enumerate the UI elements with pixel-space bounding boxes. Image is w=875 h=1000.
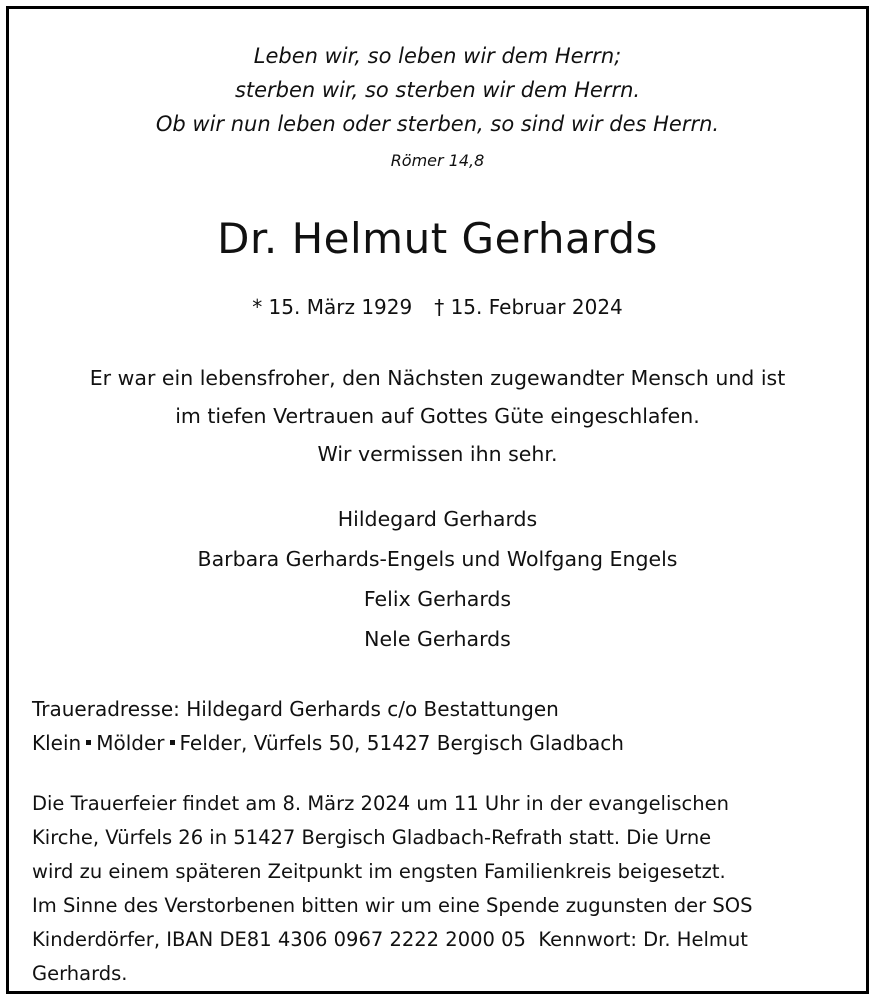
address-part: Mölder: [96, 731, 165, 755]
verse-line: Ob wir nun leben oder sterben, so sind wir des Herrn.: [155, 112, 720, 136]
separator-dot-icon: [170, 740, 175, 745]
mourner-name: Felix Gerhards: [363, 587, 512, 611]
mourner-name: Hildegard Gerhards: [337, 507, 538, 531]
birth-date: * 15. März 1929: [252, 295, 413, 319]
tribute-line: im tiefen Vertrauen auf Gottes Güte eingeschlafen.: [175, 404, 700, 428]
info-line: Die Trauerfeier findet am 8. März 2024 um 11 Uhr in der evangelischen: [32, 792, 729, 815]
funeral-info: [32, 787, 851, 991]
verse-line: sterben wir, so sterben wir dem Herrn.: [234, 78, 641, 102]
deceased-name: Dr. Helmut Gerhards: [217, 214, 658, 263]
info-line: wird zu einem späteren Zeitpunkt im engsten Familienkreis beigesetzt.: [32, 860, 726, 883]
info-line: Im Sinne des Verstorbenen bitten wir um eine Spende zugunsten der SOS: [32, 894, 753, 917]
obituary-notice: [6, 6, 869, 994]
verse-reference: Römer 14,8: [390, 151, 485, 170]
address-part: Felder, Vürfels 50, 51427 Bergisch Gladbach: [179, 731, 624, 755]
info-line: Kirche, Vürfels 26 in 51427 Bergisch Gladbach-Refrath statt. Die Urne: [32, 826, 712, 849]
mourners-list: [9, 499, 866, 659]
address-part: Klein: [32, 731, 82, 755]
mourner-name: Nele Gerhards: [364, 627, 511, 651]
mourner-name: Barbara Gerhards-Engels und Wolfgang Engels: [197, 547, 678, 571]
bible-verse: [9, 39, 866, 141]
address-line: Traueradresse: Hildegard Gerhards c/o Bestattungen: [32, 697, 559, 721]
verse-line: Leben wir, so leben wir dem Herrn;: [253, 44, 622, 68]
mourning-address: [32, 692, 846, 760]
life-dates: [9, 295, 866, 319]
info-line: Kinderdörfer, IBAN DE81 4306 0967 2222 2000 05 Kennwort: Dr. Helmut: [32, 928, 748, 951]
tribute-text: [19, 359, 856, 435]
address-line: [32, 726, 846, 760]
separator-dot-icon: [86, 740, 91, 745]
miss-statement: Wir vermissen ihn sehr.: [317, 442, 558, 466]
info-line: Gerhards.: [32, 962, 128, 985]
tribute-line: Er war ein lebensfroher, den Nächsten zugewandter Mensch und ist: [89, 366, 786, 390]
death-date: † 15. Februar 2024: [434, 295, 623, 319]
